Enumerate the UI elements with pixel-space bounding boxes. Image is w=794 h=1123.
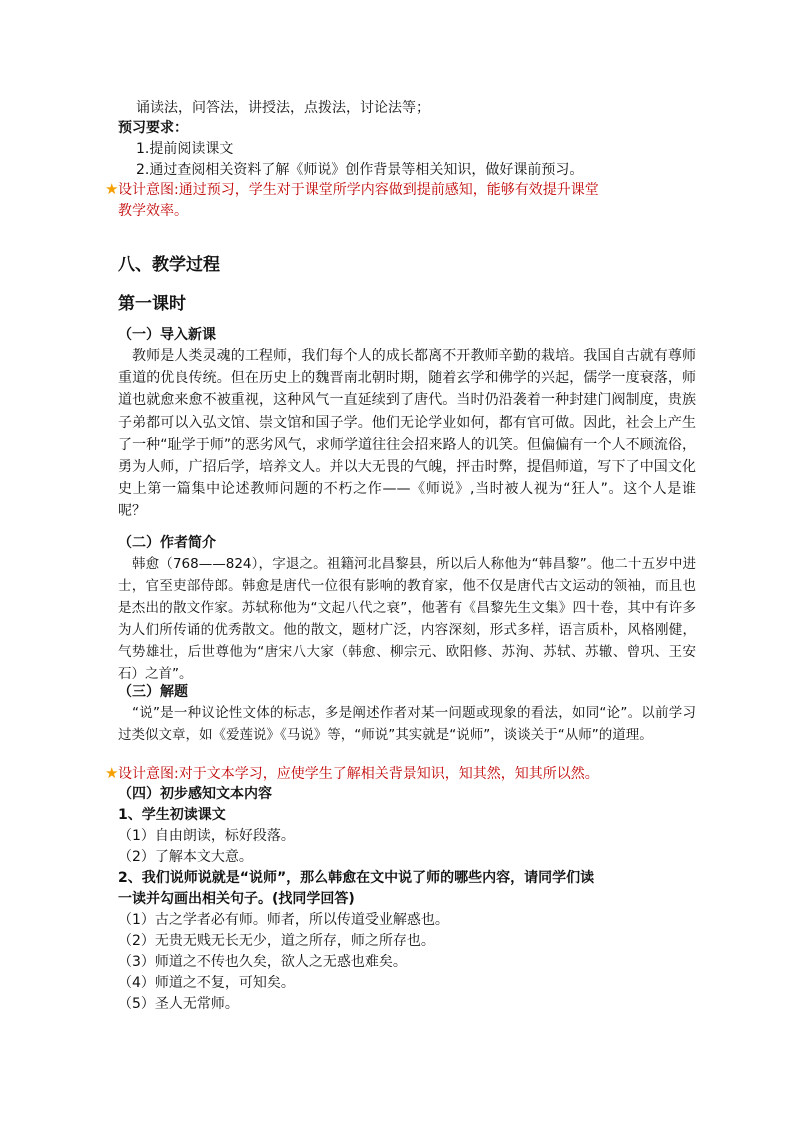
part3-text: “说”是一种议论性文体的标志，多是阐述作者对某一问题或现象的看法，如同“论”。以前学习过类似文章，如《爱莲说》《马说》等，“师说”其实就是“说师”，谈谈关于“从师”的道理。 (118, 705, 696, 743)
design-note-1-line2: 教学效率。 (118, 203, 188, 219)
section-heading: 八、教学过程 (118, 255, 220, 275)
part4-sub2-item-5: （5）圣人无常师。 (118, 996, 239, 1012)
star-icon: ★ (105, 180, 119, 198)
design-note-2: 设计意图:对于文本学习，应使学生了解相关背景知识，知其然，知其所以然。 (118, 766, 599, 782)
teaching-methods: 诵读法，问答法，讲授法，点拨法，讨论法等； (136, 100, 430, 116)
part1-text: 教师是人类灵魂的工程师，我们每个人的成长都离不开教师辛勤的栽培。我国自古就有尊师重道的优良传统。但在历史上的魏晋南北朝时期，随着玄学和佛学的兴起，儒学一度衰落，师道也就愈来愈不被重视，这种风气一直延续到了唐代。当时仍沿袭着一种封建门阀制度，贵族子弟都可以入弘文馆、崇文馆和国子学。他们无论学业如何，都有官可做。因此，社会上产生了一种“耻学于师”的恶劣风气，求师学道往往会招来路人的讥笑。但偏偏有一个人不顾流俗，勇为人师，广招后学，培养文人。并以大无畏的气魄，抨击时弊，提倡师道，写下了中国文化史上第一篇集中论述教师问题的不朽之作——《师说》,当时被人视为“狂人”。这个人是谁呢？ (118, 348, 696, 520)
part4-heading: （四）初步感知文本内容 (118, 786, 272, 802)
design-note-1-line1: 设计意图:通过预习，学生对于课堂所学内容做到提前感知，能够有效提升课堂 (118, 182, 599, 198)
preview-item-2: 2.通过查阅相关资料了解《师说》创作背景等相关知识，做好课前预习。 (136, 162, 584, 178)
preview-heading: 预习要求： (118, 120, 188, 136)
part4-sub2-item-1: （1）古之学者必有师。师者，所以传道受业解惑也。 (118, 912, 449, 928)
part4-sub1-item-2: （2）了解本文大意。 (118, 849, 253, 865)
part3-heading: （三）解题 (118, 684, 188, 700)
part4-sub2-item-2: （2）无贵无贱无长无少，道之所存，师之所存也。 (118, 933, 435, 949)
lesson-heading: 第一课时 (118, 294, 186, 314)
part4-sub1-title: 1、学生初读课文 (118, 807, 226, 823)
part2-heading: （二）作者简介 (118, 535, 216, 551)
preview-item-1: 1.提前阅读课文 (136, 141, 234, 157)
part4-sub2-item-3: （3）师道之不传也久矣，欲人之无惑也难矣。 (118, 954, 407, 970)
part4-sub1-item-1: （1）自由朗读，标好段落。 (118, 828, 295, 844)
part2-text: 韩愈（768——824），字退之。祖籍河北昌黎县，所以后人称他为“韩昌黎”。他二十五岁中进士，官至吏部侍郎。韩愈是唐代一位很有影响的教育家，他不仅是唐代古文运动的领袖，而且也是杰出的散文作家。苏轼称他为“文起八代之衰”，他著有《昌黎先生文集》四十卷，其中有许多为人们所传诵的优秀散文。他的散文，题材广泛，内容深刻，形式多样，语言质朴，风格刚健，气势雄壮，后世尊他为“唐宋八大家（韩愈、柳宗元、欧阳修、苏洵、苏轼、苏辙、曾巩、王安石）之首”。 (118, 556, 696, 682)
part1-heading: （一）导入新课 (118, 327, 216, 343)
part4-sub2-item-4: （4）师道之不复，可知矣。 (118, 975, 295, 991)
part4-sub2-title-line1: 2、我们说师说就是“说师”，那么韩愈在文中说了师的哪些内容，请同学们读 (118, 870, 595, 886)
star-icon: ★ (105, 764, 119, 782)
part4-sub2-title-line2: 一读并勾画出相关句子。(找同学回答) (118, 891, 355, 907)
